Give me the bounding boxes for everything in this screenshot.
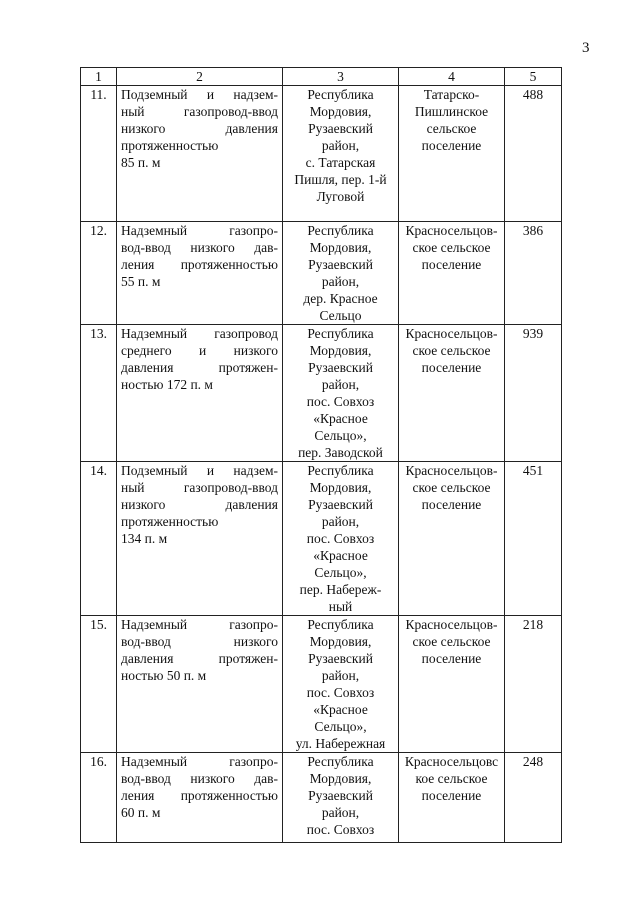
- object-location-line: Республика: [307, 326, 374, 341]
- object-description-line: вод-ввод низкого: [121, 634, 278, 649]
- object-location-line: Рузаевский: [308, 121, 373, 136]
- object-description-line: давления протяжен-: [121, 360, 278, 375]
- object-location-line: район,: [321, 138, 360, 153]
- object-location-line: район,: [321, 377, 360, 392]
- object-location-line: Сельцо»,: [314, 565, 367, 580]
- table-row: [81, 753, 562, 843]
- object-location-line: пос. Совхоз: [306, 394, 375, 409]
- object-description-line: ный газопровод-ввод: [121, 104, 278, 119]
- object-location-line: район,: [321, 274, 360, 289]
- object-description-line: среднего и низкого: [121, 343, 278, 358]
- object-description-line: протяженностью: [121, 138, 219, 153]
- row-number: 13.: [81, 325, 117, 462]
- object-location-line: Мордовия,: [309, 480, 372, 495]
- object-description-line: Надземный газопровод: [121, 326, 278, 341]
- object-description-line: ления протяженностью: [121, 788, 278, 803]
- object-description-line: 85 п. м: [121, 155, 161, 170]
- object-value: 488: [505, 86, 562, 222]
- row-number: 15.: [81, 616, 117, 753]
- settlement-name-line: сельское: [426, 121, 477, 136]
- settlement-name-line: Красносельцов-: [405, 326, 498, 341]
- table-row: [81, 86, 562, 222]
- settlement-name-line: поселение: [421, 651, 482, 666]
- object-description-line: ностью 172 п. м: [121, 377, 213, 392]
- object-location-line: ул. Набережная: [295, 736, 386, 751]
- settlement-name-line: Красносельцов-: [405, 463, 498, 478]
- object-location-line: Республика: [307, 223, 374, 238]
- object-description-line: вод-ввод низкого дав-: [121, 240, 278, 255]
- object-location-line: район,: [321, 668, 360, 683]
- object-description-line: 134 п. м: [121, 531, 168, 546]
- object-location-line: «Красное: [313, 411, 368, 426]
- object-location-line: пос. Совхоз: [306, 822, 375, 837]
- object-description-line: 55 п. м: [121, 274, 161, 289]
- object-description-line: низкого давления: [121, 497, 278, 512]
- object-description-line: Надземный газопро-: [121, 223, 278, 238]
- settlement-name-line: ское сельское: [412, 634, 491, 649]
- object-location-line: «Красное: [313, 548, 368, 563]
- object-value: 218: [505, 616, 562, 753]
- object-location: [283, 462, 399, 616]
- object-location-line: Мордовия,: [309, 343, 372, 358]
- object-value: 451: [505, 462, 562, 616]
- column-header: 5: [505, 68, 562, 86]
- object-location-line: пос. Совхоз: [306, 685, 375, 700]
- object-value: 939: [505, 325, 562, 462]
- object-location: [283, 325, 399, 462]
- row-number: 11.: [81, 86, 117, 222]
- row-number: 16.: [81, 753, 117, 843]
- object-location-line: пос. Совхоз: [306, 531, 375, 546]
- object-description: [117, 222, 283, 325]
- object-description: [117, 616, 283, 753]
- object-location: [283, 616, 399, 753]
- settlement-name-line: поселение: [421, 257, 482, 272]
- object-description: [117, 86, 283, 222]
- object-description-line: протяженностью: [121, 514, 219, 529]
- object-location-line: Республика: [307, 617, 374, 632]
- object-location-line: Рузаевский: [308, 788, 373, 803]
- object-description-line: вод-ввод низкого дав-: [121, 771, 278, 786]
- object-location-line: Рузаевский: [308, 497, 373, 512]
- object-description-line: ный газопровод-ввод: [121, 480, 278, 495]
- settlement-name-line: поселение: [421, 360, 482, 375]
- object-value: 386: [505, 222, 562, 325]
- object-description-line: Подземный и надзем-: [121, 463, 278, 478]
- object-description-line: давления протяжен-: [121, 651, 278, 666]
- object-description-line: низкого давления: [121, 121, 278, 136]
- table-row: [81, 616, 562, 753]
- object-description-line: 60 п. м: [121, 805, 161, 820]
- settlement-name: [399, 86, 505, 222]
- settlement-name-line: ское сельское: [412, 240, 491, 255]
- settlement-name-line: ское сельское: [412, 480, 491, 495]
- object-location-line: Рузаевский: [308, 651, 373, 666]
- object-location-line: «Красное: [313, 702, 368, 717]
- column-header: 2: [117, 68, 283, 86]
- object-description: [117, 325, 283, 462]
- object-location-line: Мордовия,: [309, 771, 372, 786]
- page-number: 3: [582, 40, 590, 56]
- object-location-line: Мордовия,: [309, 634, 372, 649]
- property-table: [80, 67, 562, 843]
- settlement-name: [399, 462, 505, 616]
- table-header-row: [81, 68, 562, 86]
- object-location-line: Республика: [307, 754, 374, 769]
- object-location: [283, 753, 399, 843]
- object-description-line: ностью 50 п. м: [121, 668, 207, 683]
- column-header: 3: [283, 68, 399, 86]
- object-location-line: пер. Набереж-: [299, 582, 382, 597]
- object-location-line: Мордовия,: [309, 104, 372, 119]
- settlement-name-line: кое сельское: [415, 771, 488, 786]
- table-row: [81, 462, 562, 616]
- settlement-name-line: Красносельцов-: [405, 617, 498, 632]
- object-description: [117, 753, 283, 843]
- settlement-name-line: Пишлинское: [414, 104, 489, 119]
- settlement-name-line: Красносельцов-: [405, 223, 498, 238]
- object-location-line: Пишля, пер. 1-й: [294, 172, 387, 187]
- object-description-line: ления протяженностью: [121, 257, 278, 272]
- column-header: 1: [81, 68, 117, 86]
- object-location-line: Республика: [307, 87, 374, 102]
- settlement-name-line: поселение: [421, 138, 482, 153]
- object-location-line: Рузаевский: [308, 257, 373, 272]
- object-location-line: Сельцо»,: [314, 428, 367, 443]
- object-description-line: Надземный газопро-: [121, 754, 278, 769]
- object-location-line: с. Татарская: [305, 155, 376, 170]
- object-location-line: район,: [321, 514, 360, 529]
- object-location-line: район,: [321, 805, 360, 820]
- table-row: [81, 222, 562, 325]
- settlement-name: [399, 616, 505, 753]
- object-location-line: Сельцо: [319, 308, 362, 323]
- row-number: 12.: [81, 222, 117, 325]
- object-location-line: Мордовия,: [309, 240, 372, 255]
- settlement-name: [399, 222, 505, 325]
- object-description-line: Подземный и надзем-: [121, 87, 278, 102]
- object-location-line: ный: [328, 599, 353, 614]
- settlement-name-line: Татарско-: [423, 87, 480, 102]
- settlement-name-line: Красносельцовс: [404, 754, 499, 769]
- object-location-line: Республика: [307, 463, 374, 478]
- object-location: [283, 222, 399, 325]
- object-location-line: пер. Заводской: [298, 445, 383, 460]
- settlement-name-line: поселение: [421, 788, 482, 803]
- row-number: 14.: [81, 462, 117, 616]
- object-location-line: Сельцо»,: [314, 719, 367, 734]
- column-header: 4: [399, 68, 505, 86]
- settlement-name: [399, 325, 505, 462]
- object-description-line: Надземный газопро-: [121, 617, 278, 632]
- object-location-line: дер. Красное: [303, 291, 378, 306]
- object-location-line: Луговой: [316, 189, 365, 204]
- object-location-line: Рузаевский: [308, 360, 373, 375]
- object-value: 248: [505, 753, 562, 843]
- settlement-name: [399, 753, 505, 843]
- object-location: [283, 86, 399, 222]
- object-description: [117, 462, 283, 616]
- settlement-name-line: ское сельское: [412, 343, 491, 358]
- settlement-name-line: поселение: [421, 497, 482, 512]
- table-row: [81, 325, 562, 462]
